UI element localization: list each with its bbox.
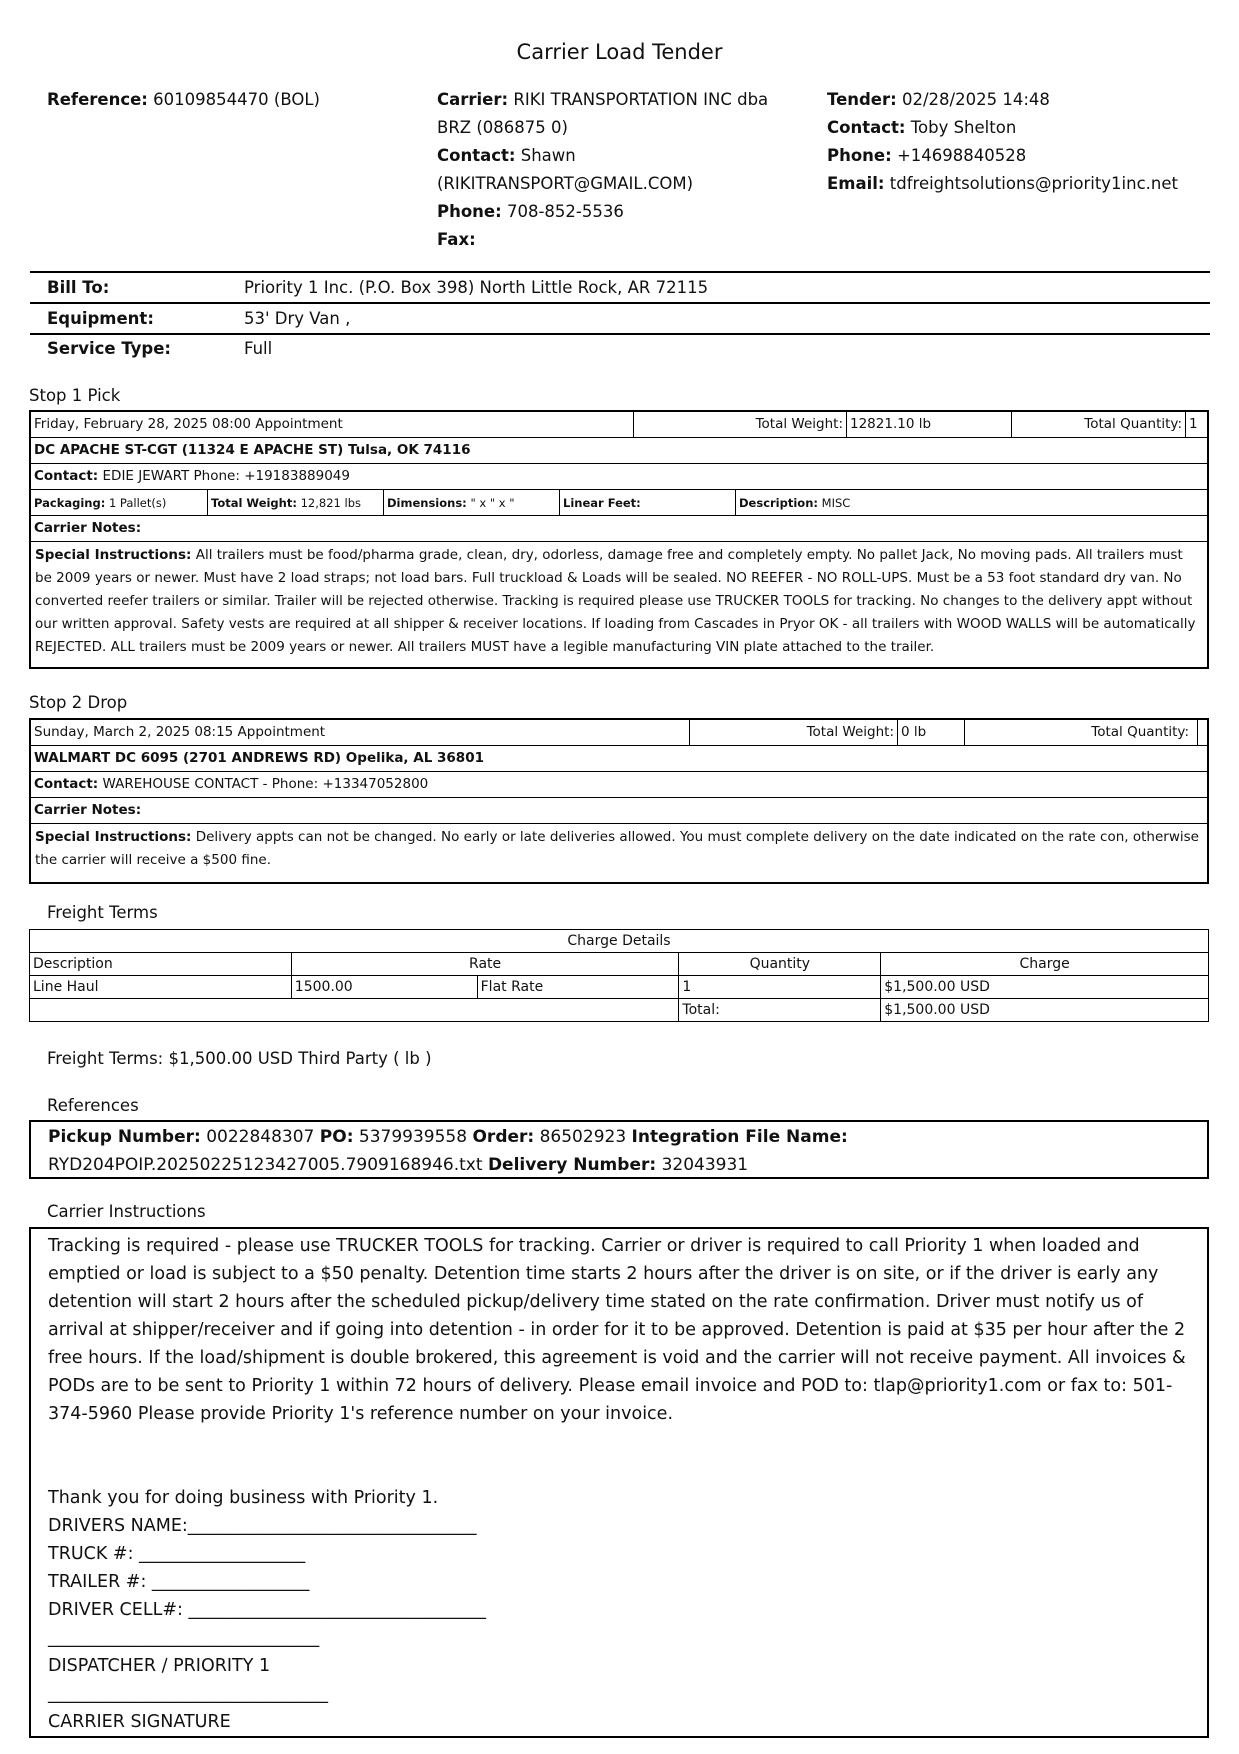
carrier-instructions-box [29, 1227, 1209, 1738]
equipment-row [0, 309, 1239, 333]
pickup-label: Pickup Number: [48, 1127, 201, 1147]
col-quantity: Quantity [679, 953, 881, 976]
stop1-linear-feet-label: Linear Feet: [563, 496, 641, 510]
line-description: Line Haul [30, 976, 292, 999]
stop1-description [735, 490, 1207, 515]
reference-label: Reference: [47, 90, 148, 109]
stop1-weight [207, 490, 383, 515]
carrier-name: RIKI TRANSPORTATION INC dba [513, 90, 769, 109]
stop1-carrier-notes-row [31, 516, 1207, 542]
stop1-dimensions [383, 490, 559, 515]
stop1-contact [31, 464, 1207, 489]
col-description: Description [30, 953, 292, 976]
bill-to-label: Bill To: [47, 278, 110, 297]
stop2-contact-row [31, 772, 1207, 798]
carrier-label: Carrier: [437, 90, 509, 109]
col-rate: Rate [291, 953, 679, 976]
carrier-signature-label: CARRIER SIGNATURE [48, 1712, 231, 1732]
carrier-contact-line [437, 142, 797, 170]
stop2-special-instructions [31, 824, 1207, 882]
stop1-description-label: Description: [739, 496, 818, 510]
tender-label: Tender: [827, 90, 897, 109]
divider [30, 302, 1210, 304]
tender-contact: Toby Shelton [910, 118, 1017, 137]
carrier-contact-label: Contact: [437, 146, 516, 165]
reference-value: 60109854470 (BOL) [153, 90, 320, 109]
stop2-contact [31, 772, 1207, 797]
freight-terms-line: Freight Terms: $1,500.00 USD Third Party ( lb ) [47, 1049, 432, 1068]
pickup-value: 0022848307 [206, 1127, 315, 1147]
stop1-special-instructions [31, 542, 1207, 669]
stop2-total-weight-value: 0 lb [897, 720, 964, 745]
col-charge: Charge [881, 953, 1209, 976]
table-row [30, 976, 1209, 999]
tender-phone: +14698840528 [896, 146, 1027, 165]
bill-to-row [0, 278, 1239, 302]
stop1-packaging-row [31, 490, 1207, 516]
stop1-total-quantity-label: Total Quantity: [1011, 412, 1208, 437]
divider [30, 271, 1210, 273]
stop2-summary-row [31, 720, 1207, 746]
thank-you-line: Thank you for doing business with Priority 1. [48, 1488, 439, 1508]
file-label: Integration File Name: [631, 1127, 848, 1147]
carrier-contact-name: Shawn [520, 146, 576, 165]
freight-caption-row [30, 930, 1209, 953]
tender-contact-label: Contact: [827, 118, 906, 137]
carrier-name-cont: BRZ (086875 0) [437, 118, 568, 137]
equipment-label: Equipment: [47, 309, 154, 328]
stop1-total-weight-label: Total Weight: [633, 412, 846, 437]
stop2-special-row [31, 824, 1207, 882]
carrier-signature-line: ________________________________ [48, 1684, 328, 1704]
stop1-box [29, 410, 1209, 669]
carrier-contact-email: (RIKITRANSPORT@GMAIL.COM) [437, 174, 694, 193]
stop1-description-value: MISC [821, 496, 851, 510]
tender-phone-line [827, 142, 1227, 170]
stop1-dimensions-value: " x " x " [470, 496, 515, 510]
freight-heading: Freight Terms [47, 903, 158, 922]
stop2-special-value: Delivery appts can not be changed. No early or late deliveries allowed. You must complete delivery on the date indicated on the rate con, otherwise the carrier will receive a $500 fine. [35, 829, 1199, 868]
line-rate: 1500.00 [291, 976, 477, 999]
stop1-location: DC APACHE ST-CGT (11324 E APACHE ST) Tulsa, OK 74116 [34, 442, 471, 458]
stop2-location-row [31, 746, 1207, 772]
stop1-special-row [31, 542, 1207, 669]
carrier-fax-label: Fax: [437, 230, 476, 249]
stop1-weight-label: Total Weight: [211, 496, 297, 510]
stop1-summary-row [31, 412, 1207, 438]
carrier-phone: 708-852-5536 [506, 202, 624, 221]
truck-field: TRUCK #: ___________________ [48, 1544, 306, 1564]
carrier-instructions-body: Tracking is required - please use TRUCKER TOOLS for tracking. Carrier or driver is required to call Priority 1 when loaded and emptied or load is subject to a $50 penalty. Detention time starts 2 hours after the driver is on site, or if the driver is early any detention will start 2 hours after the scheduled pickup/delivery time stated on the rate confirmation. Driver must notify us of arrival at shipper/receiver and if going into detention - in order for it to be approved. Detention is paid at $35 per hour after the 2 free hours. If the load/shipment is double brokered, this agreement is void and the carrier will not receive payment. All invoices & PODs are to be sent to Priority 1 within 72 hours of delivery. Please email invoice and POD to: tlap@priority1.com or fax to: 501-374-5960 Please provide Priority 1's reference number on your invoice. [48, 1236, 1186, 1424]
total-value: $1,500.00 USD [881, 999, 1209, 1022]
tender-block [827, 86, 1227, 198]
stop1-packaging-value: 1 Pallet(s) [108, 496, 167, 510]
stop2-contact-value: WAREHOUSE CONTACT - Phone: +13347052800 [102, 776, 429, 792]
references-box [29, 1120, 1209, 1179]
dispatcher-signature-line: _______________________________ [48, 1628, 320, 1648]
carrier-phone-line [437, 198, 797, 226]
carrier-fax-line [437, 226, 797, 254]
stop2-carrier-notes-label: Carrier Notes: [34, 802, 142, 818]
line-rate-type: Flat Rate [477, 976, 679, 999]
stop2-total-quantity-label: Total Quantity: [964, 720, 1197, 745]
carrier-line [437, 86, 797, 114]
tender-email-line [827, 170, 1227, 198]
drivers-name-field: DRIVERS NAME:_________________________________ [48, 1516, 477, 1536]
tender-email-label: Email: [827, 174, 885, 193]
stop2-heading: Stop 2 Drop [29, 693, 128, 712]
stop1-location-row [31, 438, 1207, 464]
delivery-label: Delivery Number: [487, 1155, 657, 1175]
freight-table [29, 929, 1209, 1022]
carrier-block [437, 86, 797, 254]
stop1-special-value: All trailers must be food/pharma grade, clean, dry, odorless, damage free and completely empty. No pallet Jack, No moving pads. All trailers must be 2009 years or newer. Must have 2 load straps; not load bars. Full truckload & Loads will be sealed. NO REEFER - NO ROLL-UPS. Must be a 53 foot standard dry van. No converted reefer trailers or similar. Trailer will be rejected otherwise. Tracking is required please use TRUCKER TOOLS for tracking. No changes to the delivery appt without our written approval. Safety vests are required at all shipper & receiver locations. If loading from Cascades in Pryor OK - all trailers with WOOD WALLS will be automatically REJECTED. ALL trailers must be 2009 years or newer. All trailers MUST have a legible manufacturing VIN plate attached to the trailer. [35, 547, 1196, 655]
tender-line [827, 86, 1227, 114]
delivery-value: 32043931 [661, 1155, 749, 1175]
stop1-packaging-label: Packaging: [34, 496, 106, 510]
stop1-total-weight-value: 12821.10 lb [846, 412, 1011, 437]
service-type-value: Full [244, 339, 273, 358]
driver-cell-field: DRIVER CELL#: __________________________________ [48, 1600, 486, 1620]
service-type-label: Service Type: [47, 339, 171, 358]
stop1-contact-label: Contact: [34, 468, 99, 484]
reference-block [47, 86, 320, 114]
stop2-contact-label: Contact: [34, 776, 99, 792]
stop2-box [29, 718, 1209, 884]
stop1-linear-feet [559, 490, 735, 515]
freight-total-row [30, 999, 1209, 1022]
charge-details-caption: Charge Details [30, 930, 1209, 953]
tender-contact-line [827, 114, 1227, 142]
stop1-date: Friday, February 28, 2025 08:00 Appointment [34, 416, 343, 432]
tender-phone-label: Phone: [827, 146, 892, 165]
equipment-value: 53' Dry Van , [244, 309, 351, 328]
line-quantity: 1 [679, 976, 881, 999]
tender-email: tdfreightsolutions@priority1inc.net [889, 174, 1178, 193]
stop1-heading: Stop 1 Pick [29, 386, 121, 405]
stop2-carrier-notes-row [31, 798, 1207, 824]
po-value: 5379939558 [358, 1127, 468, 1147]
stop2-total-quantity-value [1197, 720, 1209, 745]
stop1-total-quantity-value: 1 [1185, 412, 1209, 437]
order-label: Order: [472, 1127, 535, 1147]
stop1-packaging [31, 490, 207, 515]
dispatcher-label: DISPATCHER / PRIORITY 1 [48, 1656, 271, 1676]
trailer-field: TRAILER #: __________________ [48, 1572, 310, 1592]
total-label: Total: [679, 999, 881, 1022]
stop2-special-label: Special Instructions: [35, 829, 192, 845]
stop1-dimensions-label: Dimensions: [387, 496, 467, 510]
carrier-instructions-heading: Carrier Instructions [47, 1202, 206, 1221]
stop1-special-label: Special Instructions: [35, 547, 192, 563]
order-value: 86502923 [539, 1127, 627, 1147]
carrier-phone-label: Phone: [437, 202, 502, 221]
stop2-location: WALMART DC 6095 (2701 ANDREWS RD) Opelika, AL 36801 [34, 750, 484, 766]
references-heading: References [47, 1096, 139, 1115]
freight-header-row [30, 953, 1209, 976]
document-title: Carrier Load Tender [516, 40, 723, 64]
stop1-carrier-notes-label: Carrier Notes: [34, 520, 142, 536]
stop2-total-weight-label: Total Weight: [689, 720, 897, 745]
service-type-row [0, 339, 1239, 363]
file-value: RYD204POIP.20250225123427005.7909168946.txt [48, 1155, 483, 1175]
po-label: PO: [319, 1127, 354, 1147]
stop1-weight-value: 12,821 lbs [300, 496, 361, 510]
line-charge: $1,500.00 USD [881, 976, 1209, 999]
stop2-date: Sunday, March 2, 2025 08:15 Appointment [34, 724, 326, 740]
bill-to-value: Priority 1 Inc. (P.O. Box 398) North Little Rock, AR 72115 [244, 278, 709, 297]
tender-date: 02/28/2025 14:48 [902, 90, 1050, 109]
divider [30, 333, 1210, 335]
total-spacer [30, 999, 679, 1022]
stop1-contact-row [31, 464, 1207, 490]
stop1-contact-value: EDIE JEWART Phone: +19183889049 [102, 468, 350, 484]
